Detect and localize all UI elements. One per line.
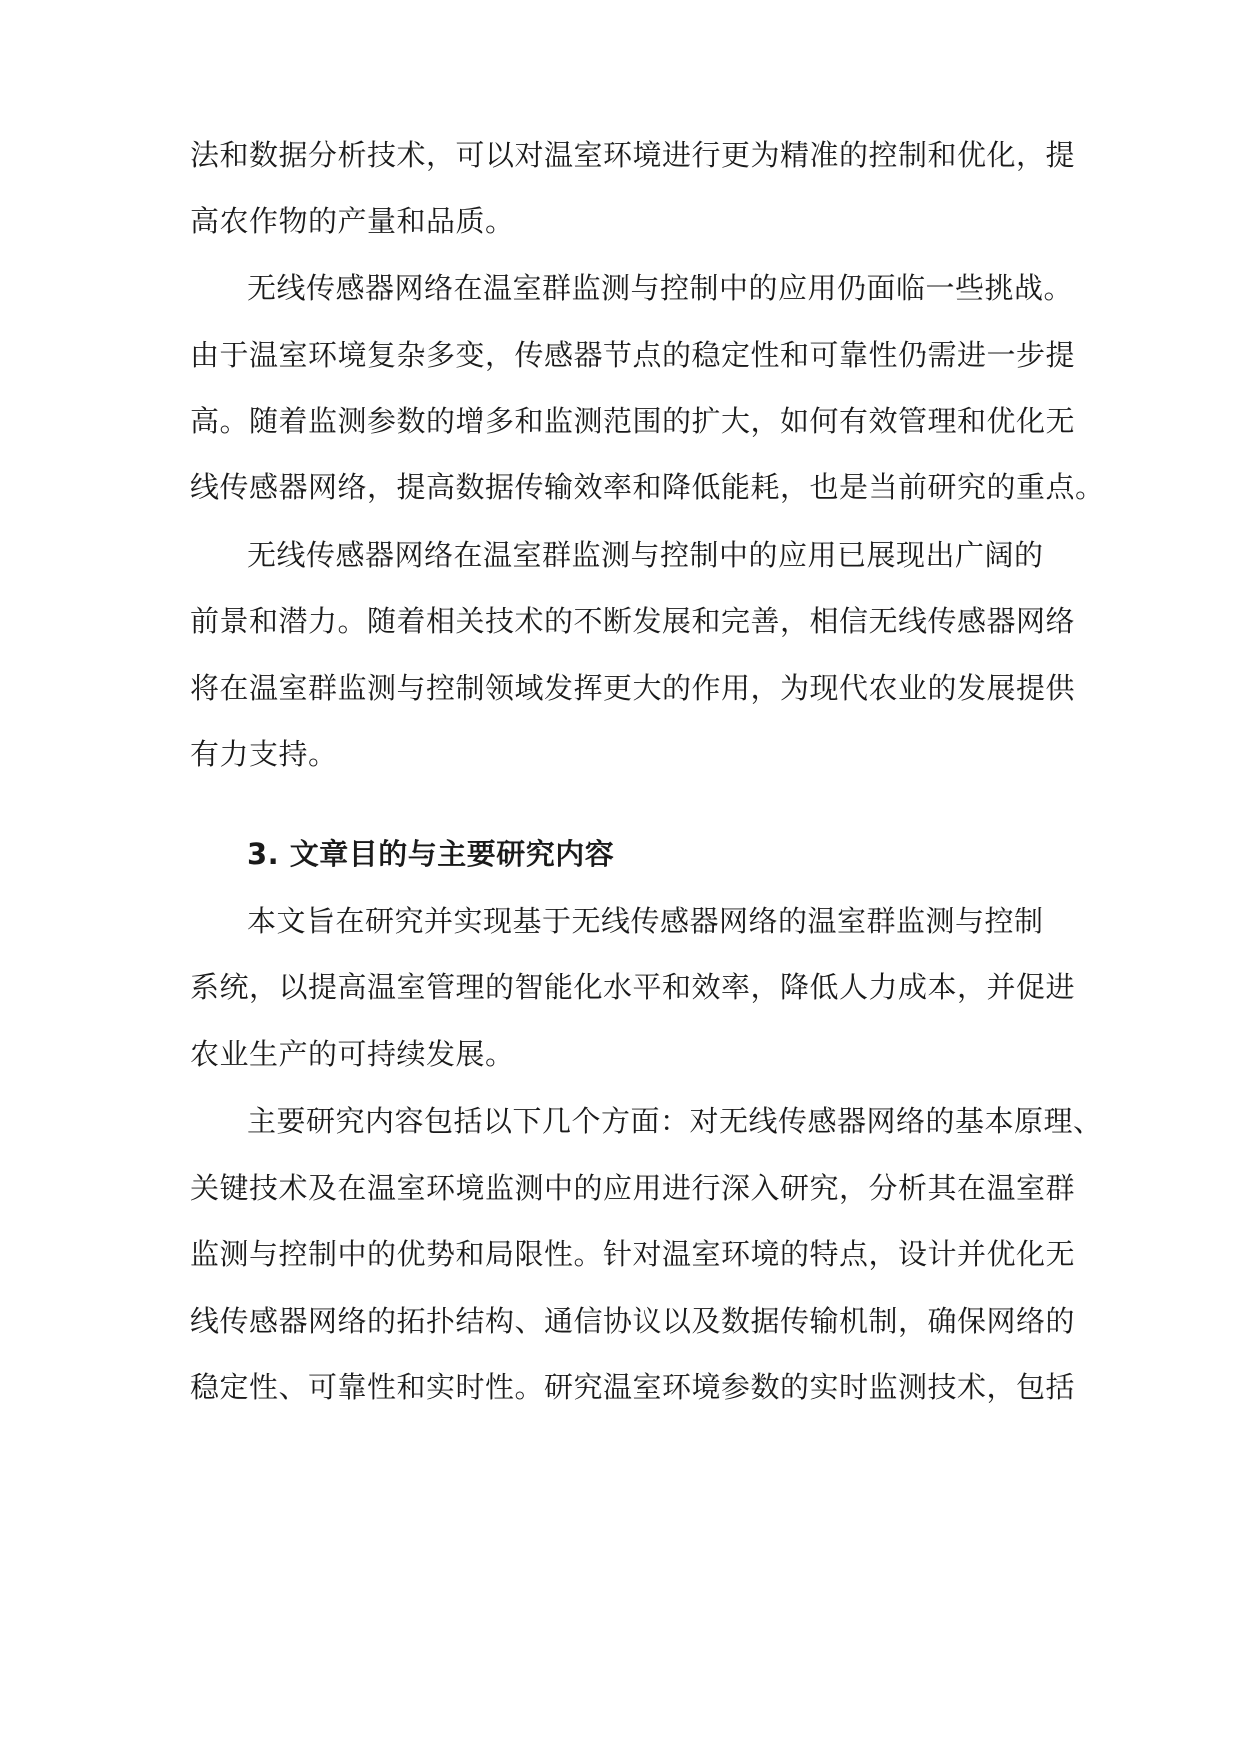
paragraph-5-line-4: 线传感器网络的拓扑结构、通信协议以及数据传输机制，确保网络的 — [190, 1304, 1076, 1338]
paragraph-5-line-5: 稳定性、可靠性和实时性。研究温室环境参数的实时监测技术，包括 — [190, 1370, 1076, 1404]
paragraph-4-line-1: 本文旨在研究并实现基于无线传感器网络的温室群监测与控制 — [247, 904, 1044, 938]
paragraph-5-line-3: 监测与控制中的优势和局限性。针对温室环境的特点，设计并优化无 — [190, 1237, 1076, 1271]
paragraph-2-line-1: 无线传感器网络在温室群监测与控制中的应用仍面临一些挑战。 — [247, 271, 1074, 305]
paragraph-4-line-3: 农业生产的可持续发展。 — [190, 1037, 515, 1071]
paragraph-5-line-1: 主要研究内容包括以下几个方面：对无线传感器网络的基本原理、 — [247, 1104, 1103, 1138]
paragraph-1-line-1: 法和数据分析技术，可以对温室环境进行更为精准的控制和优化，提 — [190, 138, 1076, 172]
paragraph-2-line-4: 线传感器网络，提高数据传输效率和降低能耗，也是当前研究的重点。 — [190, 470, 1105, 504]
paragraph-2-line-2: 由于温室环境复杂多变，传感器节点的稳定性和可靠性仍需进一步提 — [190, 338, 1076, 372]
paragraph-4-line-2: 系统，以提高温室管理的智能化水平和效率，降低人力成本，并促进 — [190, 970, 1076, 1004]
paragraph-3-line-1: 无线传感器网络在温室群监测与控制中的应用已展现出广阔的 — [247, 538, 1044, 572]
paragraph-3-line-4: 有力支持。 — [190, 737, 338, 771]
paragraph-1-line-2: 高农作物的产量和品质。 — [190, 204, 515, 238]
paragraph-5-line-2: 关键技术及在温室环境监测中的应用进行深入研究，分析其在温室群 — [190, 1171, 1076, 1205]
paragraph-2-line-3: 高。随着监测参数的增多和监测范围的扩大，如何有效管理和优化无 — [190, 404, 1076, 438]
paragraph-3-line-3: 将在温室群监测与控制领域发挥更大的作用，为现代农业的发展提供 — [190, 671, 1076, 705]
section-heading: 3. 文章目的与主要研究内容 — [247, 837, 615, 871]
paragraph-3-line-2: 前景和潜力。随着相关技术的不断发展和完善，相信无线传感器网络 — [190, 604, 1076, 638]
